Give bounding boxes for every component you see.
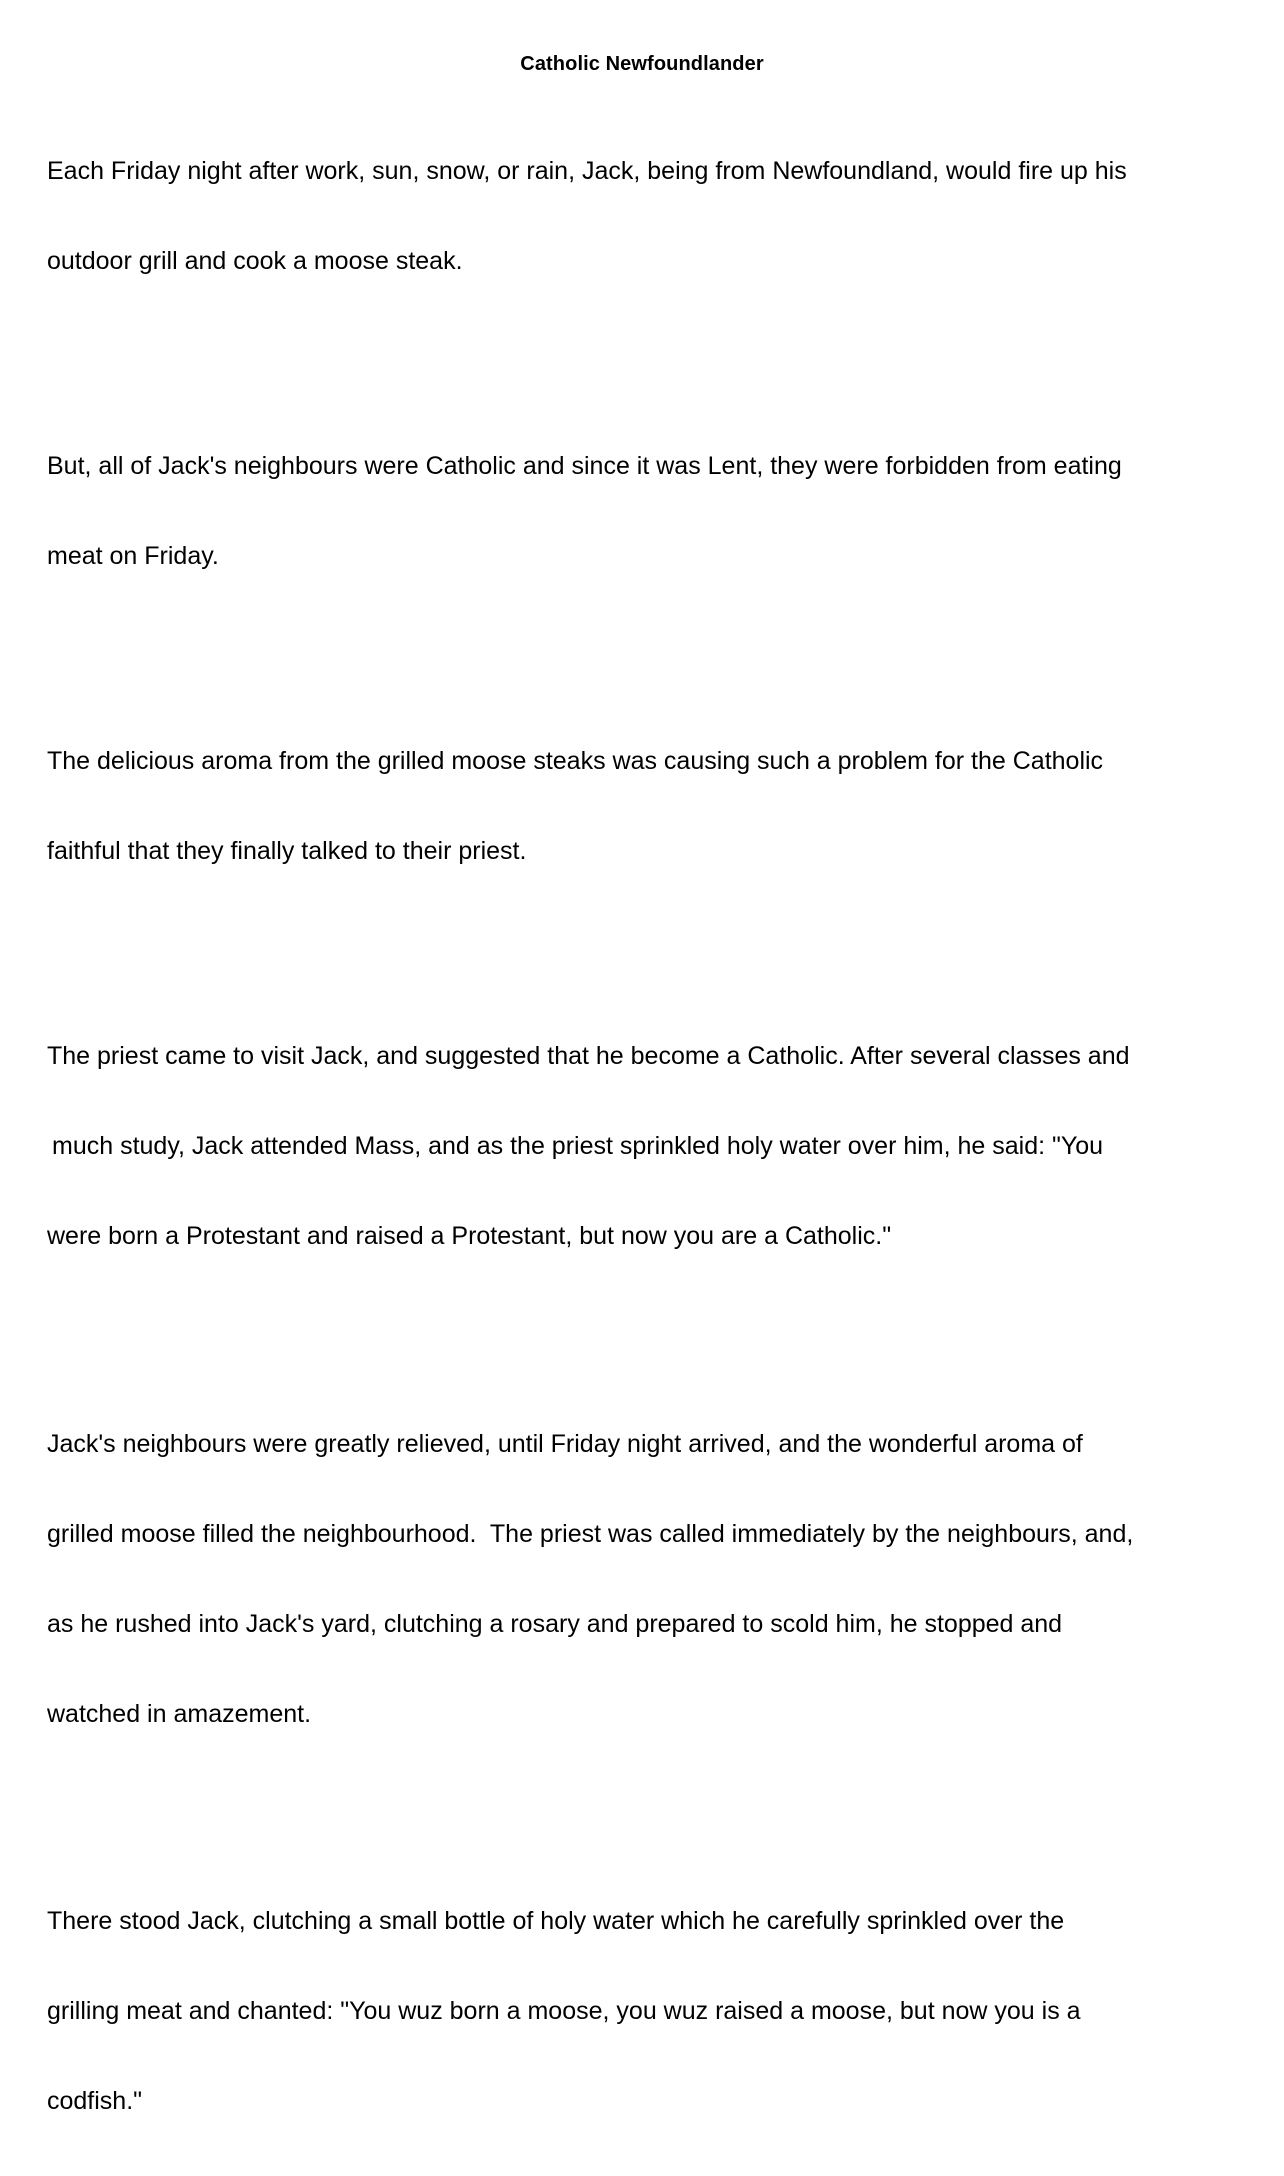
paragraph-2-line-2: meat on Friday. bbox=[47, 542, 219, 570]
paragraph-5 bbox=[47, 1369, 1247, 1789]
paragraph-5-line-1: Jack's neighbours were greatly relieved, until Friday night arrived, and the wonderful aroma of bbox=[47, 1430, 1083, 1458]
paragraph-4-line-3: were born a Protestant and raised a Protestant, but now you are a Catholic." bbox=[47, 1222, 892, 1250]
page-title: Catholic Newfoundlander bbox=[520, 53, 764, 75]
paragraph-3-line-2: faithful that they finally talked to their priest. bbox=[47, 837, 527, 865]
paragraph-3-line-1: The delicious aroma from the grilled moose steaks was causing such a problem for the Catholic bbox=[47, 747, 1104, 775]
paragraph-spacer-1 bbox=[47, 336, 1247, 391]
paragraph-6 bbox=[47, 1846, 1247, 2176]
paragraph-4 bbox=[47, 981, 1247, 1311]
paragraph-4-line-2: much study, Jack attended Mass, and as the priest sprinkled holy water over him, he said: "You bbox=[52, 1132, 1104, 1160]
paragraph-2 bbox=[47, 391, 1247, 631]
paragraph-spacer-4 bbox=[47, 1311, 1247, 1369]
paragraph-spacer-2 bbox=[47, 631, 1247, 686]
paragraph-spacer-5 bbox=[47, 1789, 1247, 1846]
document-body bbox=[47, 96, 1247, 2176]
paragraph-3 bbox=[47, 686, 1247, 926]
paragraph-2-line-1: But, all of Jack's neighbours were Catholic and since it was Lent, they were forbidden from eating bbox=[47, 452, 1122, 480]
paragraph-5-line-2: grilled moose filled the neighbourhood. The priest was called immediately by the neighbours, and, bbox=[47, 1520, 1134, 1548]
paragraph-6-line-1: There stood Jack, clutching a small bottle of holy water which he carefully sprinkled over the bbox=[47, 1907, 1065, 1935]
paragraph-1-line-2: outdoor grill and cook a moose steak. bbox=[47, 247, 463, 275]
paragraph-spacer-3 bbox=[47, 926, 1247, 981]
paragraph-5-line-4: watched in amazement. bbox=[47, 1700, 312, 1728]
paragraph-1-line-1: Each Friday night after work, sun, snow, or rain, Jack, being from Newfoundland, would fire up his bbox=[47, 157, 1127, 185]
paragraph-5-line-3: as he rushed into Jack's yard, clutching a rosary and prepared to scold him, he stopped and bbox=[47, 1610, 1063, 1638]
paragraph-6-line-3: codfish." bbox=[47, 2087, 143, 2115]
paragraph-1 bbox=[47, 96, 1247, 336]
paragraph-4-line-1: The priest came to visit Jack, and suggested that he become a Catholic. After several classes and bbox=[47, 1042, 1130, 1070]
paragraph-6-line-2: grilling meat and chanted: "You wuz born a moose, you wuz raised a moose, but now you is a bbox=[47, 1997, 1081, 2025]
